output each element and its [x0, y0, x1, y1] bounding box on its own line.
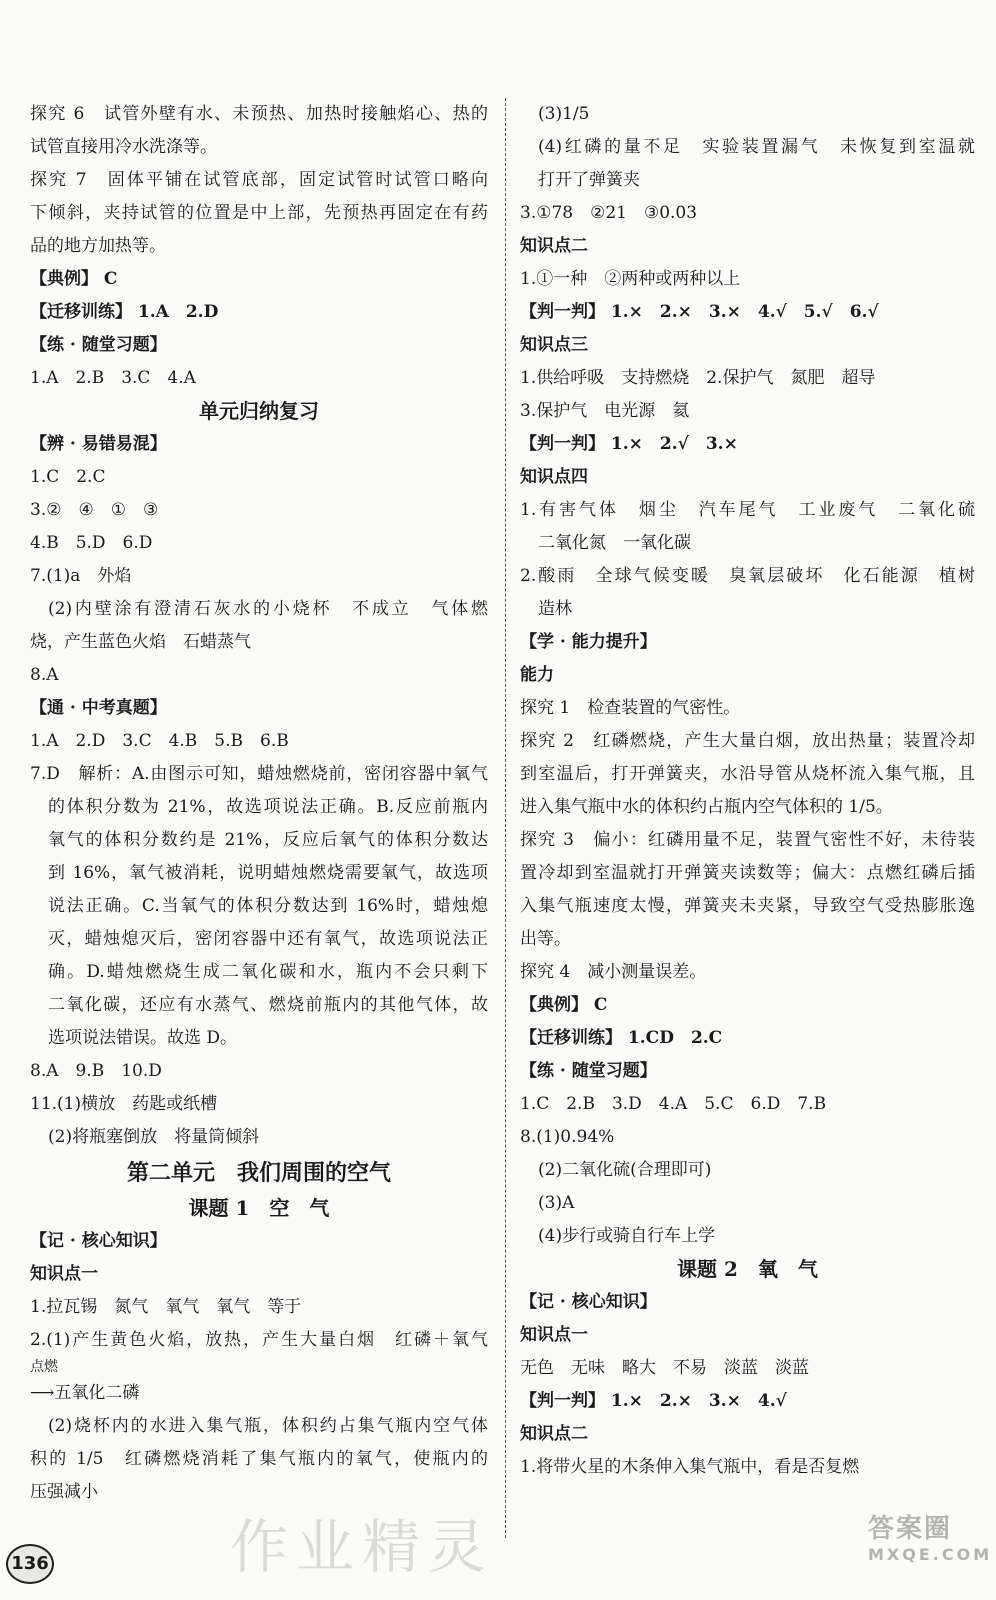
text-line: 3.①78 ②21 ③0.03 [520, 203, 698, 223]
text-line: (3)1/5 [538, 104, 590, 124]
text-line: 到室温后，打开弹簧夹，水沿导管从烧杯流入集气瓶，且 [520, 764, 975, 784]
text-line: 11.(1)横放 药匙或纸槽 [30, 1094, 218, 1114]
text-line: 3.保护气 电光源 氦 [520, 401, 690, 421]
text-line: ⟶五氧化二磷 [30, 1383, 140, 1403]
text-line: 知识点四 [520, 467, 588, 487]
text-line: 【迁移训练】 1.A 2.D [30, 302, 219, 322]
text-line: 探究 4 减小测量误差。 [520, 962, 707, 982]
text-line: 置冷却到室温就打开弹簧夹读数等；偏大：点燃红磷后插 [520, 863, 975, 883]
text-line: 知识点一 [30, 1264, 98, 1284]
text-line: 知识点三 [520, 335, 588, 355]
watermark: 作业精灵 [230, 1513, 495, 1581]
site-stamp [868, 1508, 993, 1578]
text-line: 8.A 9.B 10.D [30, 1061, 162, 1081]
text-line: 积的 1/5 红磷燃烧消耗了集气瓶内的氧气，使瓶内的 [30, 1449, 488, 1469]
text-line: 品的地方加热等。 [30, 236, 166, 256]
text-line: (4)红磷的量不足 实验装置漏气 未恢复到室温就 [538, 137, 975, 157]
text-line: 点燃 [30, 1359, 58, 1375]
text-line: 单元归纳复习 [199, 399, 319, 423]
text-line: 选项说法错误。故选 D。 [48, 1028, 238, 1048]
page-number: 136 [6, 1544, 54, 1584]
text-line: 【记 · 核心知识】 [30, 1231, 167, 1251]
text-line: 的体积分数为 21%，故选项说法正确。B.反应前瓶内 [48, 797, 488, 817]
text-line: 知识点二 [520, 236, 588, 256]
text-line: 2.酸雨 全球气候变暖 臭氧层破坏 化石能源 植树 [520, 566, 975, 586]
text-line: (2)二氧化硫(合理即可) [538, 1160, 712, 1180]
text-line: 【判一判】 1.× 2.√ 3.× [520, 434, 738, 454]
text-line: 7.D 解析：A.由图示可知，蜡烛燃烧前，密闭容器中氧气 [30, 764, 488, 784]
text-line: 【练 · 随堂习题】 [30, 335, 167, 355]
text-line: 造林 [538, 599, 572, 619]
text-line: 入集气瓶速度太慢，弹簧夹未夹紧，导致空气受热膨胀逸 [520, 896, 975, 916]
text-line: (2)烧杯内的水进入集气瓶，体积约占集气瓶内空气体 [48, 1416, 488, 1436]
text-line: 【迁移训练】 1.CD 2.C [520, 1028, 723, 1048]
text-line: 打开了弹簧夹 [538, 170, 640, 190]
text-line: 知识点一 [520, 1325, 588, 1345]
text-line: 4.B 5.D 6.D [30, 533, 153, 553]
text-line: 7.(1)a 外焰 [30, 566, 132, 586]
text-line: 试管直接用冷水洗涤等。 [30, 137, 217, 157]
text-line: (3)A [538, 1193, 575, 1213]
text-line: 1.将带火星的木条伸入集气瓶中，看是否复燃 [520, 1457, 860, 1477]
text-line: 探究 1 检查装置的气密性。 [520, 698, 741, 718]
text-line: 课题 2 氧 气 [677, 1257, 818, 1281]
text-line: 进入集气瓶中水的体积约占瓶内空气体积的 1/5。 [520, 797, 893, 817]
text-line: 到 16%，氧气被消耗，说明蜡烛燃烧需要氧气，故选项 [48, 863, 488, 883]
text-line: 【判一判】 1.× 2.× 3.× 4.√ [520, 1391, 787, 1411]
text-line: 确。D.蜡烛燃烧生成二氧化碳和水，瓶内不会只剩下 [48, 962, 488, 982]
text-line: 1.A 2.D 3.C 4.B 5.B 6.B [30, 731, 289, 751]
text-line: 1.C 2.C [30, 467, 106, 487]
stamp-line-1: 答案圈 [868, 1514, 953, 1544]
text-line: 课题 1 空 气 [188, 1196, 330, 1220]
text-line: 下倾斜，夹持试管的位置是中上部，先预热再固定在有药 [30, 203, 488, 223]
text-line: 3.② ④ ① ③ [30, 500, 159, 520]
text-line: 无色 无味 略大 不易 淡蓝 淡蓝 [520, 1358, 809, 1378]
text-line: 【判一判】 1.× 2.× 3.× 4.√ 5.√ 6.√ [520, 302, 879, 322]
text-line: 1.有害气体 烟尘 汽车尾气 工业废气 二氧化硫 [520, 500, 975, 520]
text-line: 烧，产生蓝色火焰 石蜡蒸气 [30, 632, 251, 652]
text-line: 说法正确。C.当氧气的体积分数达到 16%时，蜡烛熄 [48, 896, 488, 916]
text-line: 8.(1)0.94% [520, 1127, 615, 1147]
column-divider [505, 98, 506, 1538]
text-line: 探究 7 固体平铺在试管底部，固定试管时试管口略向 [30, 170, 488, 190]
text-line: (4)步行或骑自行车上学 [538, 1226, 716, 1246]
text-line: 【典例】 C [30, 269, 118, 289]
text-line: 8.A [30, 665, 59, 685]
right-column [520, 98, 975, 1484]
text-line: 二氧化氮 一氧化碳 [538, 533, 691, 553]
text-line: 1.供给呼吸 支持燃烧 2.保护气 氮肥 超导 [520, 368, 876, 388]
text-line: 探究 2 红磷燃烧，产生大量白烟，放出热量；装置冷却 [520, 731, 975, 751]
text-line: 出等。 [520, 929, 571, 949]
left-column [30, 98, 488, 1509]
text-line: 【练 · 随堂习题】 [520, 1061, 657, 1081]
text-line: 氧气的体积分数约是 21%，反应后氧气的体积分数达 [48, 830, 488, 850]
text-line: 2.(1)产生黄色火焰，放热，产生大量白烟 红磷＋氧气 [30, 1330, 488, 1350]
text-line: 1.A 2.B 3.C 4.A [30, 368, 196, 388]
text-line: 灭，蜡烛熄灭后，密闭容器中还有氧气，故选项说法正 [48, 929, 488, 949]
text-line: 知识点二 [520, 1424, 588, 1444]
text-line: 探究 3 偏小：红磷用量不足，装置气密性不好，未待装 [520, 830, 975, 850]
text-line: 【通 · 中考真题】 [30, 698, 167, 718]
text-line: 探究 6 试管外壁有水、未预热、加热时接触焰心、热的 [30, 104, 488, 124]
text-line: 压强减小 [30, 1482, 98, 1502]
text-line: 1.①一种 ②两种或两种以上 [520, 269, 741, 289]
text-line: 二氧化碳，还应有水蒸气、燃烧前瓶内的其他气体，故 [48, 995, 488, 1015]
text-line: (2)将瓶塞倒放 将量筒倾斜 [48, 1127, 260, 1147]
text-line: 【辨 · 易错易混】 [30, 434, 167, 454]
text-line: 【典例】 C [520, 995, 608, 1015]
stamp-line-2: MXQE.COM [868, 1545, 993, 1564]
text-line: 【记 · 核心知识】 [520, 1292, 657, 1312]
text-line: 【学 · 能力提升】 [520, 632, 657, 652]
text-line: 1.拉瓦锡 氮气 氧气 氧气 等于 [30, 1297, 302, 1317]
text-line: 能力 [520, 665, 554, 685]
text-line: 1.C 2.B 3.D 4.A 5.C 6.D 7.B [520, 1094, 827, 1114]
text-line: 第二单元 我们周围的空气 [126, 1160, 391, 1186]
text-line: (2)内壁涂有澄清石灰水的小烧杯 不成立 气体燃 [48, 599, 488, 619]
